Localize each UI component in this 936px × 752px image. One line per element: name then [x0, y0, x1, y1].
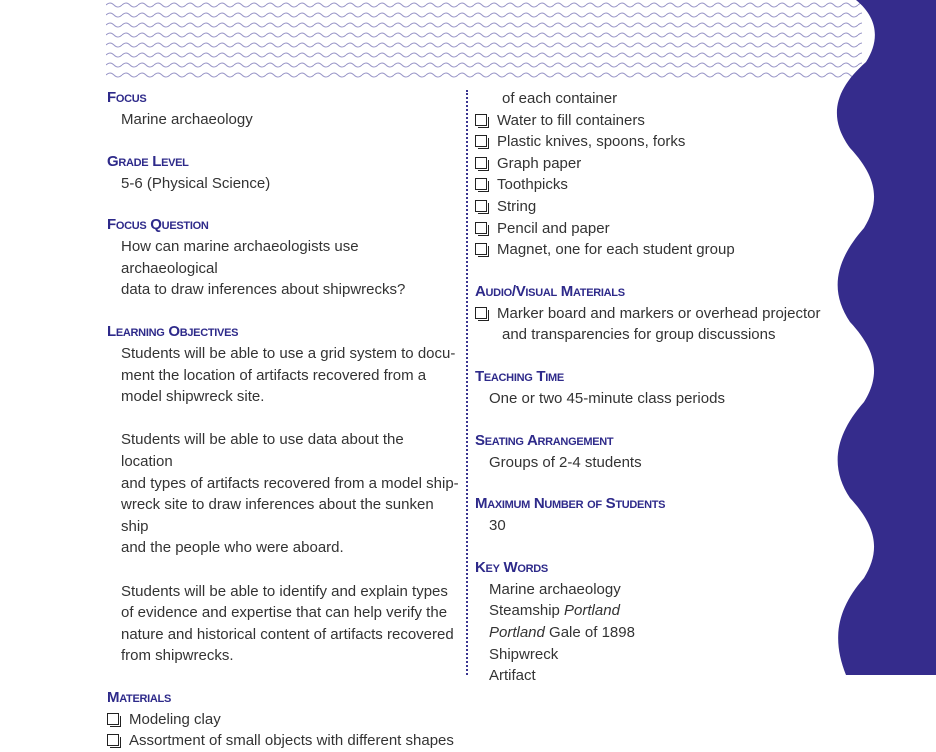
materials-item: Modeling clay — [107, 709, 459, 731]
wavy-side-border — [820, 0, 936, 675]
grade-level-text: 5-6 (Physical Science) — [121, 174, 271, 192]
focus-heading: Focus — [107, 89, 147, 106]
column-divider — [466, 90, 468, 675]
materials-item: Water to fill containers — [475, 110, 830, 132]
grade-level-heading: Grade Level — [107, 152, 189, 170]
keyword-item: Portland Gale of 1898 — [489, 623, 635, 641]
av-materials-heading: Audio/Visual Materials — [475, 282, 625, 300]
objective-line: ment the location of artifacts recovered from a — [121, 366, 427, 384]
checkbox-icon — [475, 114, 487, 126]
key-words-heading: Key Words — [475, 558, 548, 576]
checkbox-icon — [475, 157, 487, 169]
objective-line: nature and historical content of artifacts recovered — [121, 625, 454, 643]
checkbox-icon — [475, 135, 487, 147]
objective-line: Students will be able to use a grid system to docu- — [121, 344, 456, 362]
max-students-text: 30 — [489, 517, 506, 535]
focus-text: Marine archaeology — [121, 111, 253, 128]
keyword-item: Steamship Portland — [489, 602, 620, 620]
materials-item: Assortment of small objects with different shapes — [107, 730, 459, 752]
objective-line: model shipwreck site. — [121, 388, 265, 406]
wave-pattern — [106, 0, 862, 78]
checkbox-icon — [475, 222, 487, 234]
av-item-continuation: and transparencies for group discussions — [502, 326, 776, 344]
seating-heading: Seating Arrangement — [475, 431, 614, 449]
teaching-time-text: One or two 45-minute class periods — [489, 389, 725, 407]
av-item: Marker board and markers or overhead projector — [475, 303, 830, 325]
checkbox-icon — [475, 307, 487, 319]
objective-line: Students will be able to identify and explain types — [121, 582, 448, 600]
left-column — [107, 88, 459, 752]
objective-line: of evidence and expertise that can help verify the — [121, 604, 448, 622]
materials-item: Graph paper — [475, 153, 830, 175]
learning-objectives-heading: Learning Objectives — [107, 322, 239, 340]
focus-question-line: How can marine archaeologists use archaeological — [121, 238, 359, 277]
objective-line: and the people who were aboard. — [121, 539, 344, 557]
seating-text: Groups of 2-4 students — [489, 453, 642, 471]
objective-line: and types of artifacts recovered from a model ship- — [121, 474, 459, 492]
checkbox-icon — [475, 178, 487, 190]
materials-continuation: of each container — [502, 90, 618, 107]
materials-heading: Materials — [107, 688, 171, 706]
right-column — [475, 88, 830, 687]
focus-question-heading: Focus Question — [107, 216, 209, 234]
objective-line: Students will be able to use data about the location — [121, 431, 404, 470]
keyword-item: Marine archaeology — [489, 580, 621, 598]
materials-item: Pencil and paper — [475, 218, 830, 240]
keyword-item: Shipwreck — [489, 645, 559, 663]
focus-question-line: data to draw inferences about shipwrecks? — [121, 281, 406, 299]
checkbox-icon — [475, 200, 487, 212]
teaching-time-heading: Teaching Time — [475, 367, 564, 385]
keyword-item: Artifact — [489, 667, 536, 685]
materials-item: String — [475, 196, 830, 218]
max-students-heading: Maximum Number of Students — [475, 495, 666, 513]
objective-line: from shipwrecks. — [121, 647, 234, 665]
materials-item: Magnet, one for each student group — [475, 239, 830, 261]
checkbox-icon — [107, 713, 119, 725]
materials-item: Plastic knives, spoons, forks — [475, 131, 830, 153]
checkbox-icon — [475, 243, 487, 255]
materials-item: Toothpicks — [475, 174, 830, 196]
objective-line: wreck site to draw inferences about the sunken ship — [121, 496, 434, 535]
checkbox-icon — [107, 734, 119, 746]
